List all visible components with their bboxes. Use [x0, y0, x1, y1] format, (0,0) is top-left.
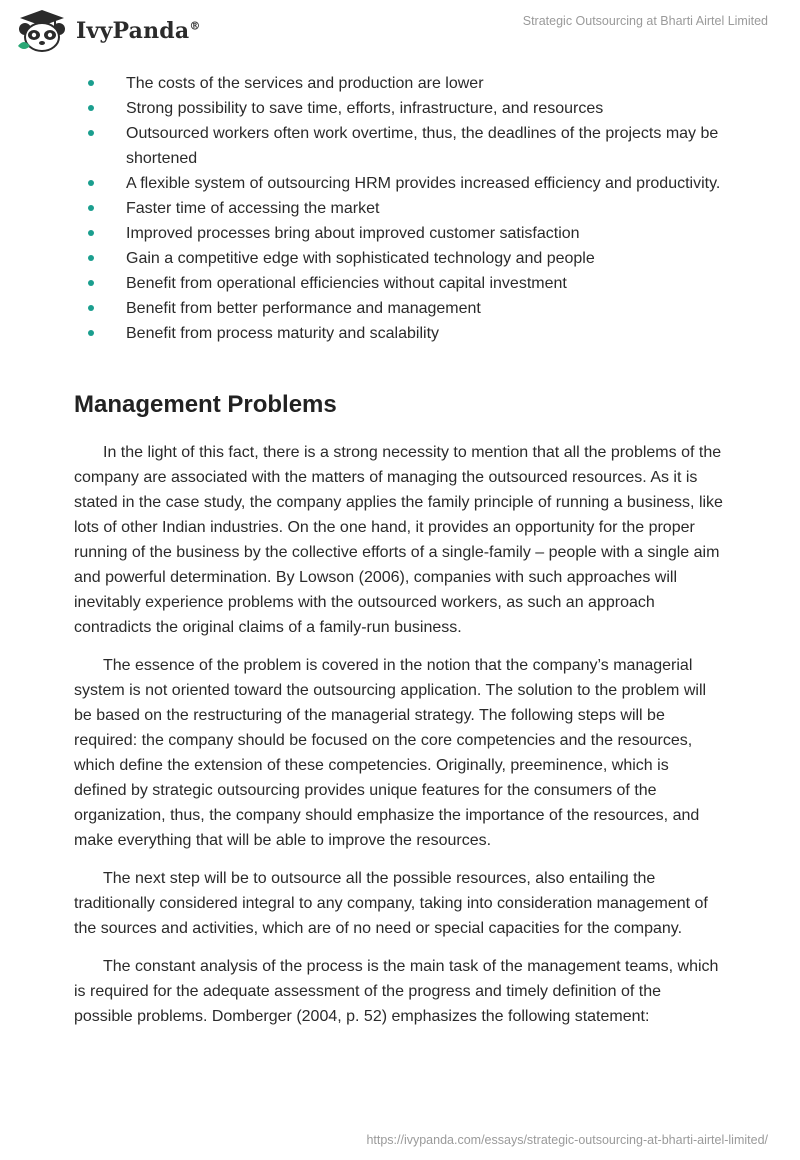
bullet-icon — [88, 230, 94, 236]
benefits-list — [88, 71, 748, 346]
document-title: Strategic Outsourcing at Bharti Airtel Limited — [522, 14, 768, 28]
section-heading: Management Problems — [74, 391, 337, 418]
bullet-icon — [88, 180, 94, 186]
bullet-icon — [88, 330, 94, 336]
paragraph: In the light of this fact, there is a strong necessity to mention that all the problems of the company are associated with the matters of managing the outsourced resources. As it is stated in the case study, the company applies the family principle of running a business, like lots of other Indian industries. On the one hand, it provides an opportunity for the proper running of the business by the collective efforts of a single-family – people with a single aim and powerful determination. By Lowson (2006), companies with such approaches will inevitably experience problems with the outsourced workers, as such an approach contradicts the original claims of a family-run business. — [74, 444, 723, 636]
list-item: The costs of the services and production are lower — [88, 71, 748, 96]
brand-logo[interactable] — [14, 8, 201, 54]
bullet-icon — [88, 105, 94, 111]
list-item: Strong possibility to save time, efforts, infrastructure, and resources — [88, 96, 748, 121]
bullet-icon — [88, 205, 94, 211]
section-body — [74, 440, 724, 1042]
paragraph: The constant analysis of the process is the main task of the management teams, which is required for the adequate assessment of the progress and timely definition of the possible problems. Domberger (2004, p. 52) emphasizes the following statement: — [74, 958, 719, 1025]
bullet-icon — [88, 305, 94, 311]
list-item: A flexible system of outsourcing HRM provides increased efficiency and productivity. — [88, 171, 748, 196]
page-header — [0, 0, 800, 60]
list-item: Outsourced workers often work overtime, thus, the deadlines of the projects may be shortened — [88, 121, 748, 171]
paragraph: The next step will be to outsource all the possible resources, also entailing the traditionally considered integral to any company, taking into consideration management of the sources and activities, which are of no need or special capacities for the company. — [74, 870, 708, 937]
list-item: Improved processes bring about improved customer satisfaction — [88, 221, 748, 246]
list-item: Gain a competitive edge with sophisticated technology and people — [88, 246, 748, 271]
source-url[interactable]: https://ivypanda.com/essays/strategic-outsourcing-at-bharti-airtel-limited/ — [366, 1133, 768, 1147]
bullet-icon — [88, 255, 94, 261]
bullet-icon — [88, 280, 94, 286]
panda-mascot-icon — [14, 8, 70, 54]
list-item: Benefit from operational efficiencies without capital investment — [88, 271, 748, 296]
list-item: Benefit from process maturity and scalability — [88, 321, 748, 346]
list-item: Benefit from better performance and management — [88, 296, 748, 321]
bullet-icon — [88, 130, 94, 136]
brand-name: IvyPanda® — [76, 18, 201, 44]
paragraph: The essence of the problem is covered in the notion that the company’s managerial system is not oriented toward the outsourcing application. The solution to the problem will be based on the restructuring of the managerial strategy. The following steps will be required: the company should be focused on the core competencies and the resources, which define the extension of these competencies. Originally, preeminence, which is defined by strategic outsourcing provides unique features for the consumers of the organization, thus, the company should emphasize the importance of the resources, and make everything that will be able to improve the resources. — [74, 657, 707, 849]
list-item: Faster time of accessing the market — [88, 196, 748, 221]
bullet-icon — [88, 80, 94, 86]
